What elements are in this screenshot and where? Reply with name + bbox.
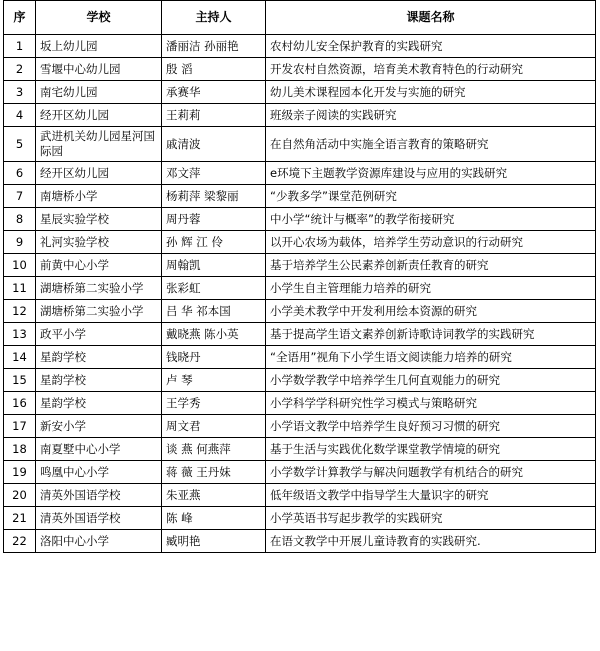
- row-number: 7: [4, 185, 36, 208]
- school-cell: 星韵学校: [36, 392, 162, 415]
- table-row: [4, 231, 596, 254]
- row-number: 4: [4, 104, 36, 127]
- school-cell: 武进机关幼儿园星河国际园: [36, 127, 162, 162]
- table-row: [4, 185, 596, 208]
- topic-cell: 小学美术教学中开发利用绘本资源的研究: [266, 300, 596, 323]
- table-row: [4, 162, 596, 185]
- school-cell: 南夏墅中心小学: [36, 438, 162, 461]
- school-cell: 星韵学校: [36, 369, 162, 392]
- host-cell: 承赛华: [162, 81, 266, 104]
- header-topic: 课题名称: [266, 1, 596, 35]
- school-cell: 清英外国语学校: [36, 484, 162, 507]
- host-cell: 戚清波: [162, 127, 266, 162]
- research-topics-table: [3, 0, 596, 553]
- topic-cell: “少教多学”课堂范例研究: [266, 185, 596, 208]
- row-number: 1: [4, 35, 36, 58]
- host-cell: 潘丽洁 孙丽艳: [162, 35, 266, 58]
- table-row: [4, 254, 596, 277]
- topic-cell: 以开心农场为载体，培养学生劳动意识的行动研究: [266, 231, 596, 254]
- host-cell: 钱晓丹: [162, 346, 266, 369]
- host-cell: 臧明艳: [162, 530, 266, 553]
- topic-cell: 小学数学计算教学与解决问题教学有机结合的研究: [266, 461, 596, 484]
- host-cell: 周翰凯: [162, 254, 266, 277]
- table-row: [4, 530, 596, 553]
- table-header-row: [4, 1, 596, 35]
- row-number: 3: [4, 81, 36, 104]
- table-row: [4, 300, 596, 323]
- host-cell: 陈 峰: [162, 507, 266, 530]
- table-row: [4, 461, 596, 484]
- table-row: [4, 392, 596, 415]
- header-seq: 序: [4, 1, 36, 35]
- host-cell: 卢 琴: [162, 369, 266, 392]
- topic-cell: 小学科学学科研究性学习模式与策略研究: [266, 392, 596, 415]
- topic-cell: 开发农村自然资源，培育美术教育特色的行动研究: [266, 58, 596, 81]
- host-cell: 周丹蓉: [162, 208, 266, 231]
- table-body: [4, 35, 596, 553]
- table-row: [4, 346, 596, 369]
- host-cell: 吕 华 祁本国: [162, 300, 266, 323]
- table-row: [4, 58, 596, 81]
- row-number: 21: [4, 507, 36, 530]
- host-cell: 朱亚燕: [162, 484, 266, 507]
- table-row: [4, 415, 596, 438]
- school-cell: 星韵学校: [36, 346, 162, 369]
- row-number: 11: [4, 277, 36, 300]
- topic-cell: 中小学“统计与概率”的教学衔接研究: [266, 208, 596, 231]
- table-row: [4, 35, 596, 58]
- topic-cell: 在语文教学中开展儿童诗教育的实践研究.: [266, 530, 596, 553]
- table-row: [4, 438, 596, 461]
- school-cell: 南宅幼儿园: [36, 81, 162, 104]
- table-row: [4, 507, 596, 530]
- school-cell: 清英外国语学校: [36, 507, 162, 530]
- row-number: 13: [4, 323, 36, 346]
- host-cell: 孙 辉 江 伶: [162, 231, 266, 254]
- host-cell: 殷 滔: [162, 58, 266, 81]
- host-cell: 戴晓燕 陈小英: [162, 323, 266, 346]
- school-cell: 南塘桥小学: [36, 185, 162, 208]
- row-number: 17: [4, 415, 36, 438]
- document: [3, 0, 596, 553]
- topic-cell: 基于提高学生语文素养创新诗歌诗词教学的实践研究: [266, 323, 596, 346]
- topic-cell: 低年级语文教学中指导学生大量识字的研究: [266, 484, 596, 507]
- topic-cell: 基于生活与实践优化数学课堂教学情境的研究: [266, 438, 596, 461]
- topic-cell: 小学语文教学中培养学生良好预习习惯的研究: [266, 415, 596, 438]
- school-cell: 政平小学: [36, 323, 162, 346]
- row-number: 6: [4, 162, 36, 185]
- table-row: [4, 127, 596, 162]
- school-cell: 经开区幼儿园: [36, 104, 162, 127]
- row-number: 2: [4, 58, 36, 81]
- row-number: 8: [4, 208, 36, 231]
- host-cell: 谈 燕 何燕萍: [162, 438, 266, 461]
- row-number: 19: [4, 461, 36, 484]
- school-cell: 前黄中心小学: [36, 254, 162, 277]
- host-cell: 王学秀: [162, 392, 266, 415]
- topic-cell: “全语用”视角下小学生语文阅读能力培养的研究: [266, 346, 596, 369]
- header-school: 学校: [36, 1, 162, 35]
- school-cell: 雪堰中心幼儿园: [36, 58, 162, 81]
- topic-cell: 在自然角活动中实施全语言教育的策略研究: [266, 127, 596, 162]
- table-row: [4, 81, 596, 104]
- row-number: 16: [4, 392, 36, 415]
- table-row: [4, 208, 596, 231]
- row-number: 14: [4, 346, 36, 369]
- topic-cell: 小学英语书写起步教学的实践研究: [266, 507, 596, 530]
- topic-cell: 农村幼儿安全保护教育的实践研究: [266, 35, 596, 58]
- school-cell: 坂上幼儿园: [36, 35, 162, 58]
- host-cell: 杨莉萍 梁黎丽: [162, 185, 266, 208]
- school-cell: 湖塘桥第二实验小学: [36, 277, 162, 300]
- host-cell: 邓文萍: [162, 162, 266, 185]
- row-number: 20: [4, 484, 36, 507]
- topic-cell: 小学生自主管理能力培养的研究: [266, 277, 596, 300]
- topic-cell: e环境下主题教学资源库建设与应用的实践研究: [266, 162, 596, 185]
- row-number: 12: [4, 300, 36, 323]
- topic-cell: 小学数学教学中培养学生几何直观能力的研究: [266, 369, 596, 392]
- topic-cell: 基于培养学生公民素养创新责任教育的研究: [266, 254, 596, 277]
- host-cell: 蒋 薇 王丹妹: [162, 461, 266, 484]
- school-cell: 洛阳中心小学: [36, 530, 162, 553]
- table-row: [4, 277, 596, 300]
- row-number: 22: [4, 530, 36, 553]
- row-number: 18: [4, 438, 36, 461]
- school-cell: 礼河实验学校: [36, 231, 162, 254]
- header-host: 主持人: [162, 1, 266, 35]
- host-cell: 张彩虹: [162, 277, 266, 300]
- row-number: 5: [4, 127, 36, 162]
- school-cell: 湖塘桥第二实验小学: [36, 300, 162, 323]
- row-number: 9: [4, 231, 36, 254]
- host-cell: 王莉莉: [162, 104, 266, 127]
- topic-cell: 幼儿美术课程园本化开发与实施的研究: [266, 81, 596, 104]
- school-cell: 星辰实验学校: [36, 208, 162, 231]
- table-row: [4, 323, 596, 346]
- school-cell: 新安小学: [36, 415, 162, 438]
- table-row: [4, 484, 596, 507]
- topic-cell: 班级亲子阅读的实践研究: [266, 104, 596, 127]
- row-number: 15: [4, 369, 36, 392]
- table-row: [4, 369, 596, 392]
- school-cell: 经开区幼儿园: [36, 162, 162, 185]
- table-row: [4, 104, 596, 127]
- school-cell: 鸣凰中心小学: [36, 461, 162, 484]
- host-cell: 周文君: [162, 415, 266, 438]
- row-number: 10: [4, 254, 36, 277]
